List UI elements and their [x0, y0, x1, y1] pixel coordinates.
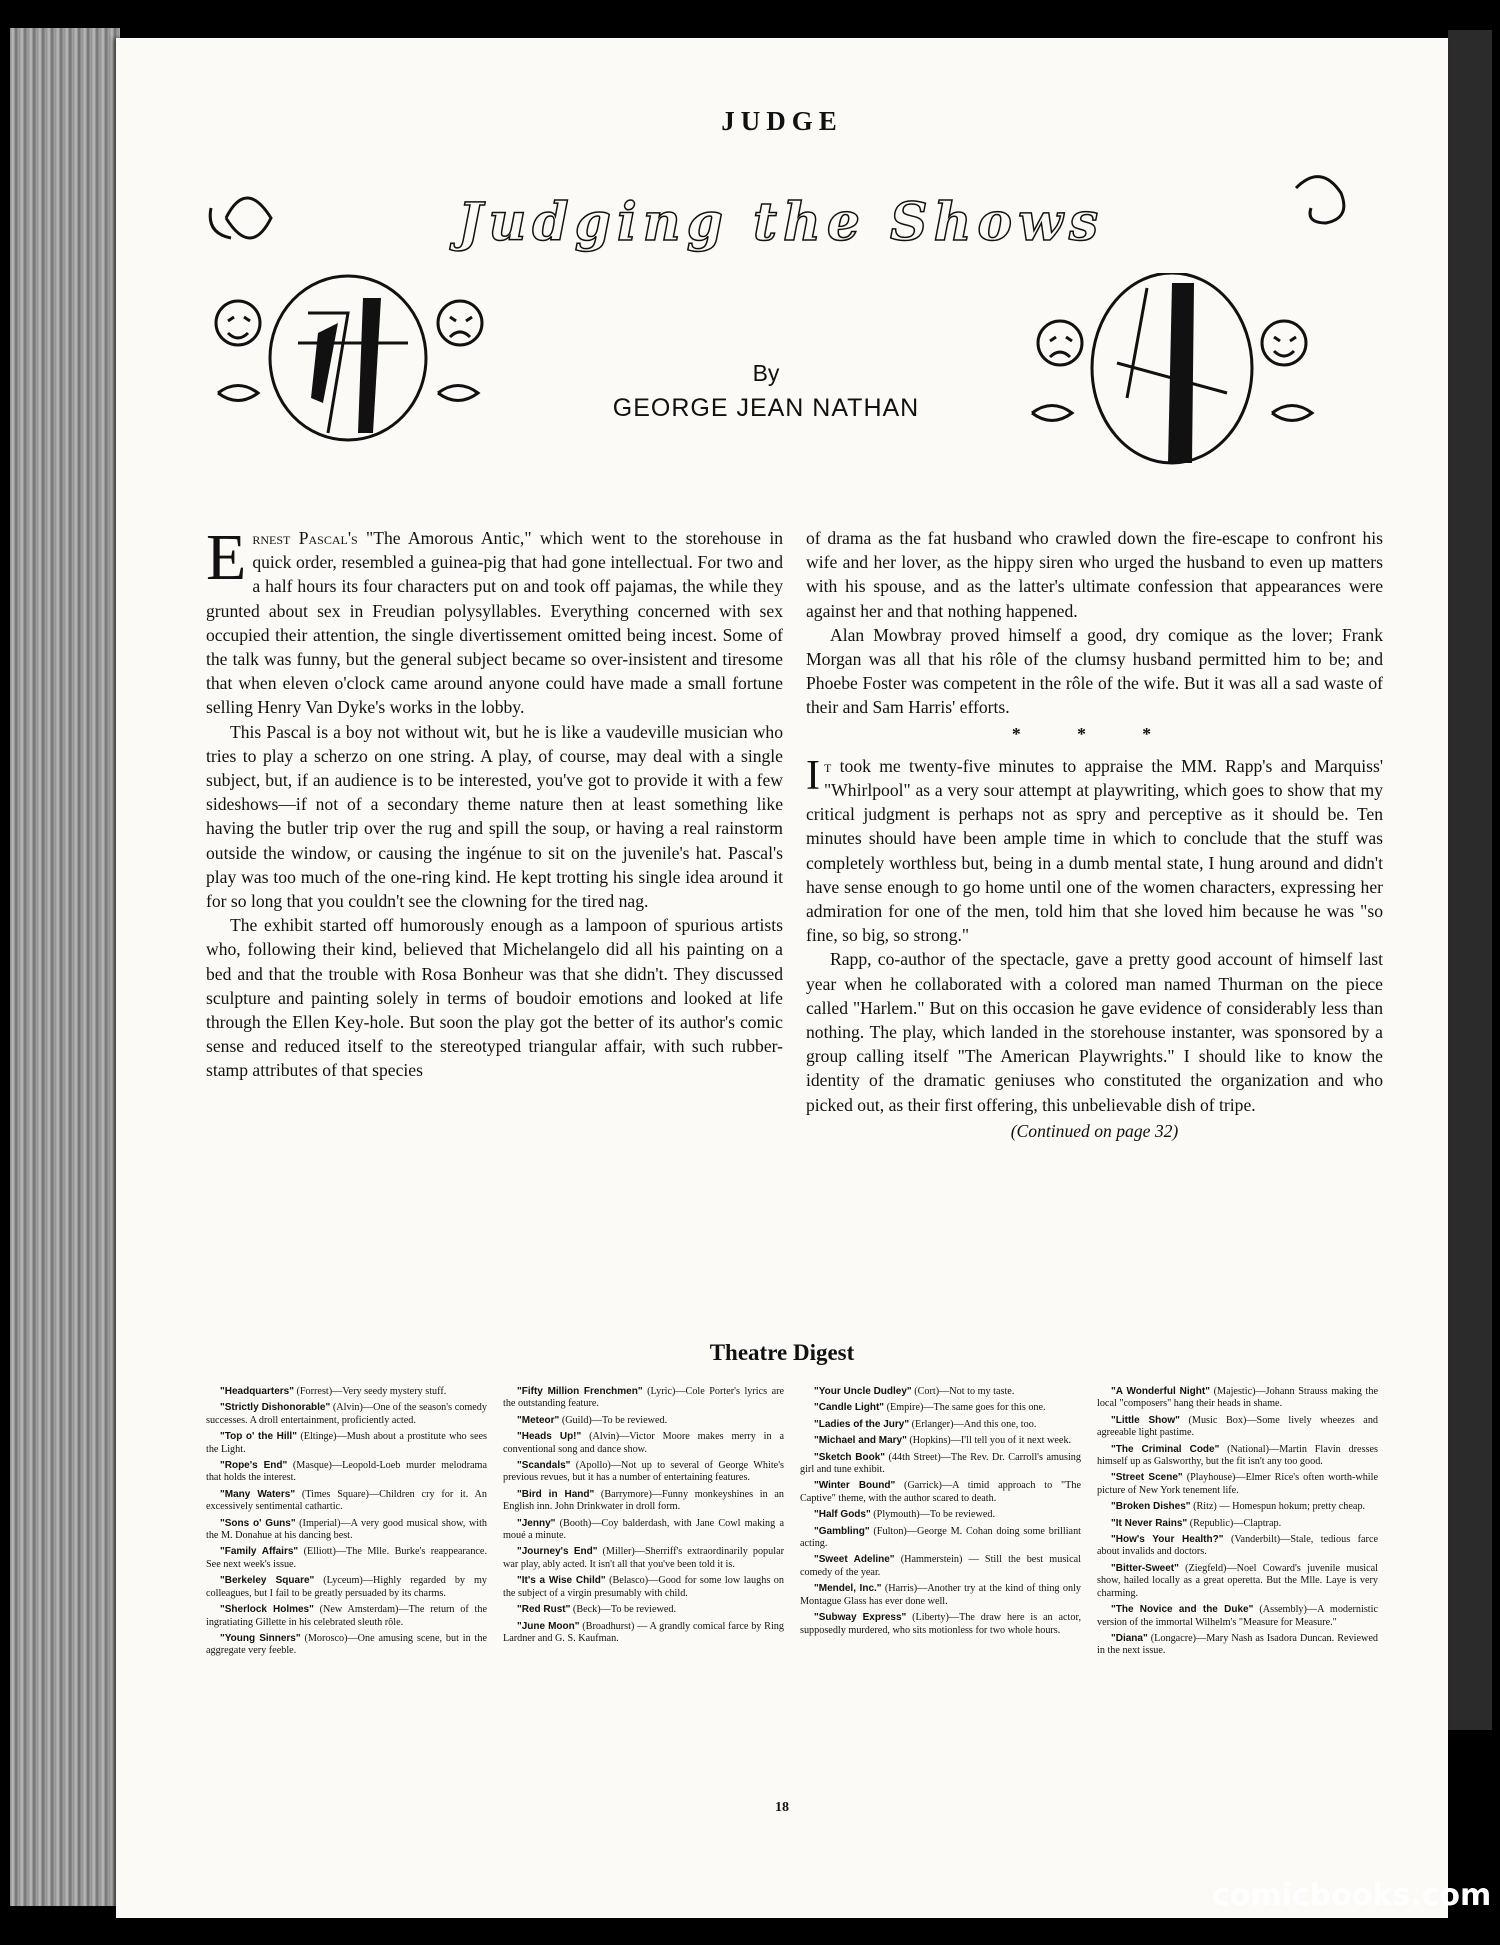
article-column-left: [206, 521, 784, 1083]
drop-cap: I: [806, 752, 820, 799]
article-column-right: [806, 526, 1383, 1143]
digest-entry: [503, 1489, 784, 1514]
digest-entry: [1097, 1386, 1378, 1411]
digest-show-title: "Fifty Million Frenchmen": [517, 1386, 643, 1397]
digest-show-note: (Ziegfeld)—Noel Coward's juvenile musical show, hailed locally as a great operetta. But the Mlle. Laye is very charming.: [1097, 1562, 1378, 1599]
digest-show-title: "Berkeley Square": [220, 1575, 315, 1587]
digest-show-note: (Alvin)—Victor Moore makes merry in a conventional song and dance show.: [503, 1431, 784, 1455]
digest-show-note: (Assembly)—A modernistic version of the immortal Wilhelm's "Measure for Measure.": [1097, 1604, 1378, 1628]
watermark: comicbooks.com: [1212, 1878, 1492, 1913]
digest-show-note: (Fulton)—George M. Cohan doing some brilliant acting.: [800, 1525, 1081, 1550]
digest-entry: [1097, 1444, 1378, 1469]
digest-entry: [800, 1526, 1081, 1551]
digest-show-title: "Top o' the Hill": [220, 1431, 297, 1443]
digest-show-title: "The Novice and the Duke": [1111, 1604, 1254, 1616]
digest-show-title: "Bird in Hand": [517, 1488, 595, 1500]
digest-entry: [206, 1604, 487, 1629]
digest-entry: [206, 1402, 487, 1427]
digest-show-note: (Garrick)—A timid approach to "The Captive" theme, with the author scared to death.: [800, 1480, 1081, 1504]
digest-entry: [206, 1460, 487, 1485]
right-dancer-illustration: [1022, 273, 1322, 473]
author-name-smallcaps: rnest Pascal's: [252, 528, 358, 548]
digest-show-note: (44th Street)—The Rev. Dr. Carroll's amusing girl and tune exhibit.: [800, 1451, 1081, 1476]
digest-column: [1097, 1386, 1378, 1662]
digest-show-title: "Rope's End": [220, 1460, 288, 1472]
digest-show-note: (Booth)—Coy balderdash, with Jane Cowl making a moué a minute.: [503, 1517, 784, 1542]
digest-show-title: "Mendel, Inc.": [814, 1583, 882, 1595]
digest-entry: [503, 1604, 784, 1616]
digest-show-title: "Red Rust": [517, 1604, 571, 1616]
digest-show-note: (New Amsterdam)—The return of the ingratiating Gillette in his celebrated sleuth rôle.: [206, 1604, 487, 1628]
digest-entry: [206, 1633, 487, 1658]
digest-show-title: "Half Gods": [814, 1509, 871, 1521]
digest-show-note: (Eltinge)—Mush about a prostitute who sees the Light.: [206, 1431, 487, 1455]
digest-show-title: "A Wonderful Night": [1111, 1386, 1210, 1397]
digest-entry: [503, 1431, 784, 1456]
digest-show-note: (Imperial)—A very good musical show, with the M. Donahue at his dancing best.: [206, 1517, 487, 1542]
digest-entry: [206, 1518, 487, 1543]
digest-show-note: (Miller)—Sherriff's extraordinarily popular war play, ably acted. It isn't all that you've been told it is.: [503, 1546, 784, 1570]
digest-show-title: "Family Affairs": [220, 1546, 299, 1558]
digest-entry: [800, 1419, 1081, 1431]
digest-show-note: (Forrest)—Very seedy mystery stuff.: [293, 1386, 447, 1397]
digest-show-note: (Guild)—To be reviewed.: [559, 1414, 668, 1426]
digest-show-title: "Candle Light": [814, 1402, 885, 1414]
digest-show-title: "Many Waters": [220, 1488, 296, 1500]
digest-entry: [503, 1460, 784, 1485]
digest-show-title: "Little Show": [1111, 1414, 1180, 1426]
digest-entry: [503, 1518, 784, 1543]
drop-cap: E: [206, 521, 247, 594]
magazine-page: [116, 38, 1448, 1918]
digest-show-note: (Lyric)—Cole Porter's lyrics are the outstanding feature.: [503, 1386, 784, 1410]
digest-entry: [1097, 1534, 1378, 1559]
digest-entry: [503, 1415, 784, 1427]
digest-show-title: "Meteor": [517, 1414, 560, 1426]
article-paragraph: This Pascal is a boy not without wit, but he is like a vaudeville musician who tries to play a scherzo on one string. A play, of course, may deal with a single subject, but, if an audience is to be interested, you've got to provide it with a few sideshows—if not of a secondary theme nature then at least something like having the butler trip over the rug and spill the soup, or having a real rainstorm outside the window, or causing the ingénue to sit on the juvenile's hat. Pascal's play was too much of the one-ring kind. He kept trotting his single idea around it for so long that you couldn't see the clowning for the tired nag.: [206, 721, 783, 912]
article-paragraph: Rapp, co-author of the spectacle, gave a pretty good account of himself last year when he collaborated with a colored man named Thurman on the piece called "Harlem." But on this occasion he gave evidence of considerably less than nothing. The play, which landed in the storehouse instanter, was sponsored by a group calling itself "The American Playwrights." I should like to know the identity of the dramatic geniuses who constituted the organization and who picked out, as their first offering, this unbelievable dish of tripe.: [806, 949, 1383, 1115]
article-paragraph: [206, 521, 784, 720]
digest-show-note: (Vanderbilt)—Stale, tedious farce about invalids and doctors.: [1097, 1534, 1378, 1558]
digest-show-note: (Harris)—Another try at the kind of thing only Montague Glass has ever done well.: [800, 1583, 1081, 1607]
digest-show-note: (Music Box)—Some lively wheezes and agreeable light pastime.: [1097, 1414, 1379, 1439]
article-paragraph: The exhibit started off humorously enough as a lampoon of spurious artists who, following their kind, believed that Michelangelo did all his painting on a bed and that the trouble with Rosa Bonheur was that she didn't. They discussed sculpture and painting solely in terms of boudoir emotions and looked at life through the Ellen Key-hole. But soon the play got the better of its author's comic sense and reduced itself to the stereotyped triangular affair, with such rubber-stamp attributes of that species: [206, 915, 783, 1081]
article-paragraph: [806, 754, 1383, 948]
digest-show-note: (Beck)—To be reviewed.: [570, 1604, 677, 1616]
digest-show-note: (Lyceum)—Highly regarded by my colleagues, but I fail to be greatly persuaded by its charms.: [206, 1575, 487, 1599]
digest-entry: [800, 1612, 1081, 1637]
byline-author: GEORGE JEAN NATHAN: [612, 394, 920, 422]
continued-note: (Continued on page 32): [1010, 1120, 1179, 1141]
digest-entry: [206, 1386, 487, 1398]
facing-page-edge: [1448, 30, 1492, 1730]
digest-entry: [1097, 1472, 1378, 1497]
digest-show-note: (Belasco)—Good for some low laughs on the subject of a virgin presumably with child.: [503, 1575, 784, 1599]
digest-entry: [1097, 1518, 1378, 1530]
digest-show-title: "How's Your Health?": [1111, 1534, 1224, 1546]
page-number: 18: [775, 1800, 789, 1815]
section-separator: * * *: [1011, 723, 1178, 744]
digest-show-title: "Your Uncle Dudley": [814, 1386, 912, 1397]
digest-show-title: "Sketch Book": [814, 1451, 886, 1463]
theatre-digest-heading: Theatre Digest: [709, 1340, 855, 1365]
digest-show-title: "Diana": [1111, 1632, 1148, 1644]
digest-show-note: (Plymouth)—To be reviewed.: [870, 1509, 996, 1521]
digest-show-title: "Sons o' Guns": [220, 1517, 296, 1529]
digest-entry: [1097, 1415, 1378, 1440]
digest-entry: [503, 1575, 784, 1600]
digest-show-note: (Barrymore)—Funny monkeyshines in an English inn. John Drinkwater in droll form.: [503, 1488, 784, 1513]
digest-entry: [1097, 1501, 1378, 1513]
paragraph-text: "The Amorous Antic," which went to the storehouse in quick order, resembled a guinea-pig that had gone intellectual. For two and a half hours its four characters put on and took off pajamas, the while they grunted about sex in Freudian polysyllables. Everything concerned with sex occupied their attention, the single divertissement omitted being incest. Some of the talk was funny, but the general subject became so over-insistent and tiresome that when eleven o'clock came around anyone could have made a small fortune selling Henry Van Dyke's works in the lobby.: [206, 528, 784, 718]
digest-show-title: "Ladies of the Jury": [814, 1418, 910, 1430]
digest-show-title: "Scandals": [517, 1460, 571, 1472]
digest-show-note: (Longacre)—Mary Nash as Isadora Duncan. Reviewed in the next issue.: [1097, 1632, 1378, 1657]
digest-show-note: (Apollo)—Not up to several of George White's previous revues, but it has a number of entertaining features.: [503, 1460, 784, 1484]
digest-entry: [503, 1386, 784, 1411]
digest-entry: [1097, 1633, 1378, 1658]
digest-show-title: "Jenny": [517, 1517, 556, 1529]
digest-show-note: (Times Square)—Children cry for it. An excessively sentimental cathartic.: [206, 1488, 487, 1513]
digest-show-note: (National)—Martin Flavin dresses himself up as Galsworthy, but the fit isn't any too good.: [1097, 1443, 1378, 1468]
digest-show-title: "Strictly Dishonorable": [220, 1402, 331, 1414]
digest-entry: [503, 1621, 784, 1646]
digest-show-title: "It Never Rains": [1111, 1517, 1188, 1529]
byline-by: By: [752, 360, 780, 386]
digest-show-title: "Headquarters": [220, 1386, 294, 1397]
digest-show-note: (Cort)—Not to my taste.: [911, 1386, 1015, 1397]
digest-show-note: (Elliott)—The Mlle. Burke's reappearance. See next week's issue.: [206, 1546, 487, 1570]
digest-entry: [1097, 1604, 1378, 1629]
digest-entry: [503, 1546, 784, 1571]
digest-show-title: "Broken Dishes": [1111, 1501, 1191, 1513]
digest-show-note: (Hopkins)—I'll tell you of it next week.: [906, 1435, 1072, 1447]
theatre-digest: [206, 1386, 1380, 1662]
digest-show-title: "It's a Wise Child": [517, 1575, 606, 1587]
digest-show-title: "Bitter-Sweet": [1111, 1562, 1179, 1574]
digest-show-note: (Empire)—The same goes for this one.: [884, 1402, 1046, 1414]
digest-show-title: "The Criminal Code": [1111, 1443, 1220, 1455]
digest-show-note: (Playhouse)—Elmer Rice's often worth-while picture of New York tenement life.: [1097, 1472, 1378, 1496]
digest-show-title: "Michael and Mary": [814, 1435, 907, 1447]
article-paragraph: Alan Mowbray proved himself a good, dry comique as the lover; Frank Morgan was all that his rôle of the clumsy husband permitted him to be; and Phoebe Foster was competent in the rôle of the wife. But it was all a sad waste of their and Sam Harris' efforts.: [806, 624, 1383, 718]
digest-column: [206, 1386, 487, 1662]
digest-show-title: "Heads Up!": [517, 1431, 582, 1443]
digest-entry: [800, 1583, 1081, 1608]
digest-entry: [206, 1575, 487, 1600]
digest-entry: [800, 1480, 1081, 1505]
digest-show-note: (Erlanger)—And this one, too.: [909, 1418, 1037, 1430]
digest-entry: [800, 1452, 1081, 1477]
digest-entry: [800, 1386, 1081, 1398]
digest-show-note: (Republic)—Claptrap.: [1187, 1517, 1282, 1529]
digest-entry: [800, 1402, 1081, 1414]
page-title: Judging the Shows: [457, 192, 1105, 253]
digest-show-title: "Sherlock Holmes": [220, 1604, 314, 1616]
digest-show-note: (Morosco)—One amusing scene, but in the aggregate very feeble.: [206, 1632, 487, 1657]
lead-smallcaps: t: [824, 755, 832, 776]
paragraph-text: took me twenty-five minutes to appraise the MM. Rapp's and Marquiss' "Whirlpool" as a very sour attempt at playwriting, which goes to show that my critical judgment is perhaps not as spry and perceptive as it should be. Ten minutes should have been ample time in which to conclude that the stuff was completely worthless but, being in a dumb mental state, I hung around and didn't have sense enough to go home until one of the women characters, expressing her admiration for one of the men, told him that she loved him because he was "so fine, so big, so strong.": [806, 755, 1383, 946]
digest-entry: [206, 1431, 487, 1456]
digest-column: [503, 1386, 784, 1662]
digest-show-title: "June Moon": [517, 1620, 580, 1632]
digest-show-note: (Liberty)—The draw here is an actor, supposedly murdered, who sits motionless for two whole hours.: [800, 1612, 1081, 1636]
digest-show-note: (Majestic)—Johann Strauss making the local "composers" hang their heads in shame.: [1097, 1386, 1378, 1410]
running-head: JUDGE: [721, 106, 843, 136]
digest-entry: [800, 1509, 1081, 1521]
digest-show-note: (Masque)—Leopold-Loeb murder melodrama that holds the interest.: [206, 1460, 487, 1484]
digest-show-title: "Journey's End": [517, 1546, 598, 1558]
digest-show-title: "Gambling": [814, 1525, 870, 1537]
article-paragraph: of drama as the fat husband who crawled down the fire-escape to confront his wife and her lover, as the hippy siren who urged the husband to even up matters with his spouse, and as the latter's ultimate confession that appearances were against her and that nothing happened.: [806, 528, 1383, 621]
digest-entry: [800, 1554, 1081, 1579]
digest-entry: [1097, 1563, 1378, 1600]
digest-show-note: (Broadhurst) — A grandly comical farce by Ring Lardner and G. S. Kaufman.: [503, 1620, 784, 1644]
digest-show-title: "Sweet Adeline": [814, 1554, 895, 1566]
digest-show-title: "Street Scene": [1111, 1472, 1183, 1484]
digest-show-title: "Young Sinners": [220, 1632, 301, 1644]
digest-show-note: (Alvin)—One of the season's comedy successes. A droll entertainment, proficiently acted.: [206, 1402, 487, 1426]
digest-entry: [800, 1435, 1081, 1447]
digest-entry: [206, 1546, 487, 1571]
digest-show-title: "Winter Bound": [814, 1480, 896, 1492]
digest-show-title: "Subway Express": [814, 1612, 907, 1624]
book-page-edges: [10, 28, 120, 1906]
left-dancer-illustration: [198, 273, 498, 448]
digest-entry: [206, 1489, 487, 1514]
digest-show-note: (Hammerstein) — Still the best musical comedy of the year.: [800, 1554, 1081, 1578]
digest-show-note: (Ritz) — Homespun hokum; pretty cheap.: [1190, 1501, 1366, 1513]
digest-column: [800, 1386, 1081, 1662]
